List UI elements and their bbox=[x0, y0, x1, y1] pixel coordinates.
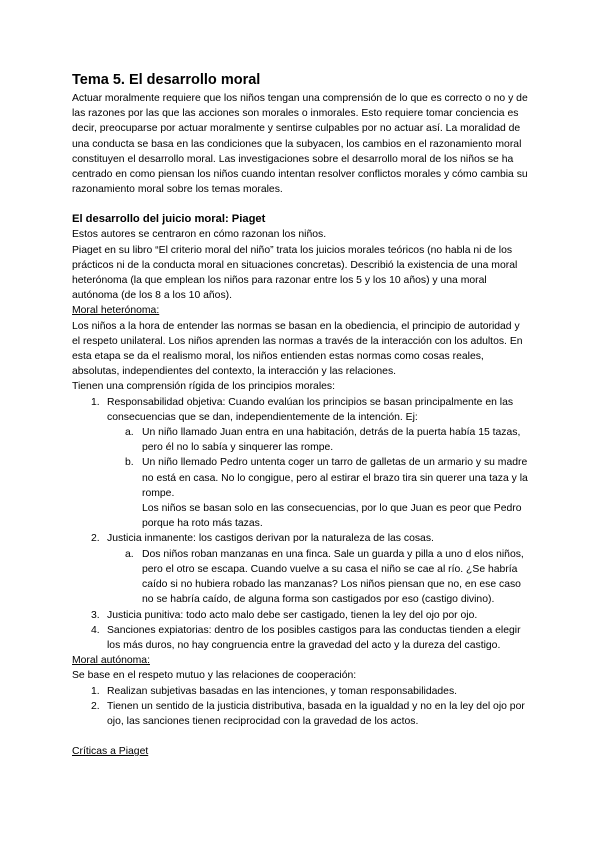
subheading-criticas: Críticas a Piaget bbox=[72, 746, 149, 758]
list-item-text: Responsabilidad objetiva: Cuando evalúan los principios se basan principalmente en las consecuencias que se dan, independientemente de la intención. Ej: bbox=[107, 396, 514, 423]
piaget-paragraph-1: Estos autores se centraron en cómo razonan los niños. bbox=[72, 229, 327, 241]
list-item-text: Justicia inmanente: los castigos derivan por la naturaleza de las cosas. bbox=[107, 533, 434, 545]
list-item bbox=[72, 684, 530, 699]
heteronoma-list bbox=[72, 395, 530, 653]
list-number: 3. bbox=[91, 609, 100, 621]
subheading-moral-autonoma: Moral autónoma: bbox=[72, 655, 150, 667]
list-note: Los niños se basan solo en las consecuencias, por lo que Juan es peor que Pedro porque ha roto más tazas. bbox=[142, 503, 522, 530]
list-number: 4. bbox=[91, 624, 100, 636]
list-number: 1. bbox=[91, 396, 100, 408]
sub-list-letter: b. bbox=[125, 457, 134, 469]
sub-list-item bbox=[72, 425, 530, 455]
list-number: 1. bbox=[91, 685, 100, 697]
list-item bbox=[72, 699, 530, 729]
list-item bbox=[72, 608, 530, 623]
piaget-paragraph-2: Piaget en su libro “El criterio moral del niño” trata los juicios morales teóricos (no habla ni de los prácticos ni de la conducta moral en situaciones concretas). Describió la existencia de una moral heterónoma (la que emplean los niños para razonar entre los 5 y los 10 años) y una moral autónoma (de los 8 a los 10 años). bbox=[72, 244, 518, 302]
list-number: 2. bbox=[91, 700, 100, 712]
list-item bbox=[72, 531, 530, 546]
sub-list-item-text: Un niño llamado Juan entra en una habitación, detrás de la puerta había 15 tazas, pero él no lo sabía y sinquerer las rompe. bbox=[142, 427, 521, 454]
sub-list-item bbox=[72, 547, 530, 608]
sub-list-item-text: Un niño llemado Pedro untenta coger un tarro de galletas de un armario y su madre no está en casa. No lo congigue, pero al estirar el brazo tira sin querer una taza y la rompe. bbox=[142, 457, 528, 499]
document-title: Tema 5. El desarrollo moral bbox=[72, 72, 261, 88]
sub-list-item bbox=[72, 455, 530, 501]
list-item bbox=[72, 623, 530, 653]
autonoma-paragraph-1: Se base en el respeto mutuo y las relaciones de cooperación: bbox=[72, 670, 357, 682]
list-item-text: Sanciones expiatorias: dentro de los posibles castigos para las conductas tienden a elegir los más duros, no hay congruencia entre la gravedad del acto y la dureza del castigo. bbox=[107, 624, 521, 651]
sub-list-letter: a. bbox=[125, 427, 134, 439]
sub-list-letter: a. bbox=[125, 548, 134, 560]
sub-list-item-text: Dos niños roban manzanas en una finca. Sale un guarda y pilla a uno d elos niños, pero el otro se escapa. Cuando vuelve a su casa el niño se cae al río. ¿Se habría caído si no hubiera robado las manzanas? Los niños piensan que no, en ese caso no se habría caído, de alguna forma son castigados por eso (castigo divino). bbox=[142, 548, 524, 606]
spacer bbox=[72, 197, 530, 212]
list-item-text: Justicia punitiva: todo acto malo debe ser castigado, tienen la ley del ojo por ojo. bbox=[107, 609, 478, 621]
section-heading-piaget: El desarrollo del juicio moral: Piaget bbox=[72, 213, 266, 226]
list-item bbox=[72, 395, 530, 425]
list-item-text: Tienen un sentido de la justicia distributiva, basada en la igualdad y no en la ley del ojo por ojo, las sanciones tienen reciprocidad con la gravedad de los actos. bbox=[107, 700, 525, 727]
autonoma-list bbox=[72, 684, 530, 730]
list-number: 2. bbox=[91, 533, 100, 545]
spacer bbox=[72, 729, 530, 744]
heteronoma-paragraph-1: Los niños a la hora de entender las normas se basan en la obediencia, el principio de autoridad y el respeto unilateral. Los niños aprenden las normas a través de la interacción con los adultos. En esta etapa se da el realismo moral, los niños entienden estas normas como cosas reales, absolutas, independientes del contexto, la interacción y las relaciones. bbox=[72, 320, 523, 378]
heteronoma-paragraph-2: Tienen una comprensión rígida de los principios morales: bbox=[72, 381, 335, 393]
intro-paragraph: Actuar moralmente requiere que los niños tengan una comprensión de lo que es correcto o no y de las razones por las que las acciones son morales o inmorales. Esto requiere tomar conciencia es decir, preocuparse por actuar moralmente y sentirse culpables por no actuar así. La moralidad de una conducta se basa en las condiciones que la subyacen, los cambios en el razonamiento moral constituyen el desarrollo moral. Las investigaciones sobre el desarrollo moral de los niños se ha centrado en como piensan los niños cuando intentan resolver conflictos morales y cómo cambia su razonamiento moral sobre los temas morales. bbox=[72, 93, 528, 196]
subheading-moral-heteronoma: Moral heterónoma: bbox=[72, 305, 160, 317]
list-item-text: Realizan subjetivas basadas en las intenciones, y toman responsabilidades. bbox=[107, 685, 458, 697]
